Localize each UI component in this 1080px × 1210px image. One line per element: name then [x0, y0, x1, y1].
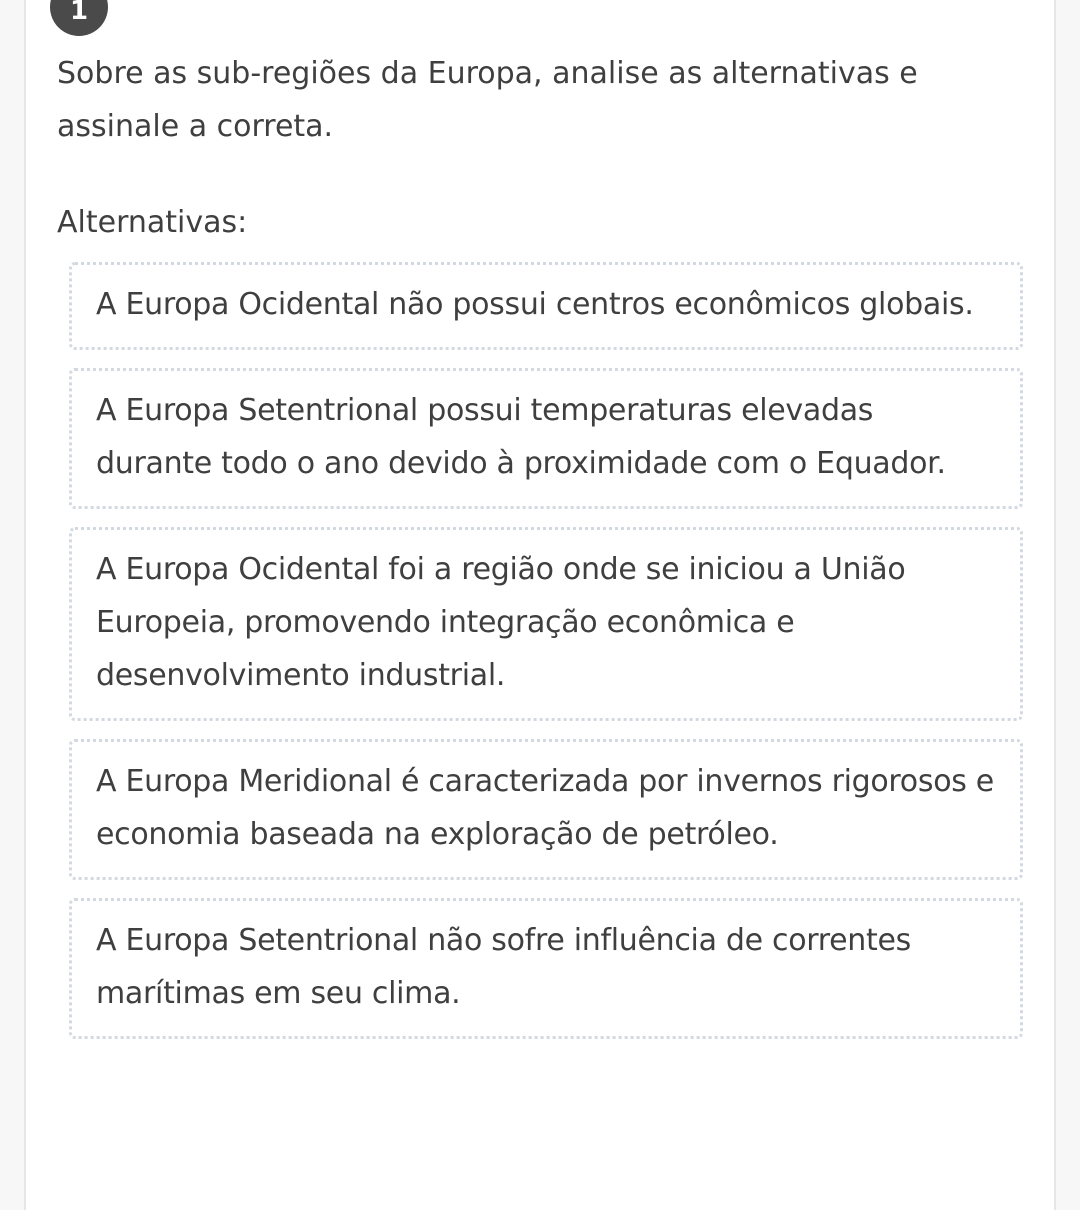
alternative-option-5[interactable]: A Europa Setentrional não sofre influência de correntes marítimas em seu clima.: [69, 898, 1023, 1039]
question-number-badge: 1: [50, 0, 108, 36]
alternative-option-2[interactable]: A Europa Setentrional possui temperaturas elevadas durante todo o ano devido à proximidade com o Equador.: [69, 368, 1023, 509]
question-text: Sobre as sub-regiões da Europa, analise as alternativas e assinale a correta.: [57, 56, 918, 144]
alternatives-label: Alternativas:: [57, 205, 248, 240]
alternative-option-1[interactable]: A Europa Ocidental não possui centros econômicos globais.: [69, 262, 1023, 350]
alternative-option-4[interactable]: A Europa Meridional é caracterizada por invernos rigorosos e economia baseada na exploração de petróleo.: [69, 739, 1023, 880]
alternative-option-3[interactable]: A Europa Ocidental foi a região onde se iniciou a União Europeia, promovendo integração econômica e desenvolvimento industrial.: [69, 527, 1023, 721]
alternatives-list: [69, 262, 1023, 1057]
